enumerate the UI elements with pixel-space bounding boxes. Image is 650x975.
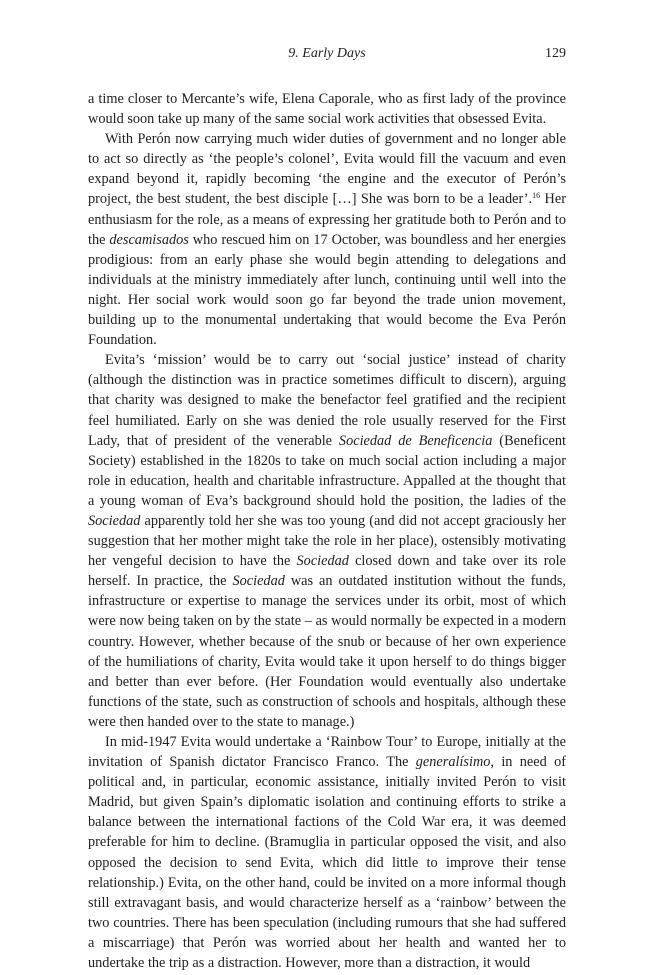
paragraph	[88, 129, 566, 350]
text-run: apparently told her she was too young (and did not accept graciously her suggestion that her mother might take the role in her place), ostensibly motivating her vengeful decision to have the	[88, 512, 566, 570]
paragraph	[88, 732, 566, 973]
text-run: In mid-1947 Evita would undertake a ‘Rainbow Tour’ to Europe, initially at the invitation of Spanish dictator Francisco Franco. The	[88, 734, 566, 771]
italic-text: generalísimo	[415, 754, 491, 771]
page-number: 129	[545, 46, 566, 61]
paragraph	[88, 89, 566, 129]
italic-text: descamisados	[109, 231, 189, 248]
text-run: (Beneficent Society) established in the 1820s to take on much social action including a major role in education, health and charitable infrastructure. Appalled at the thought that a young woman of Eva’s background should hold the position, the ladies of the	[88, 432, 566, 509]
body-text	[88, 89, 566, 973]
italic-text: Sociedad	[232, 573, 285, 590]
text-run: With Perón now carrying much wider duties of government and no longer able to act so directly as ‘the people’s colonel’, Evita would fill the vacuum and even expand beyond it, rapidly becoming ‘the engine and the executor of Perón’s project, the best student, the best disciple […] She was born to be a leader’.	[88, 131, 566, 208]
italic-text: Sociedad de Beneficencia	[338, 432, 493, 449]
text-run: a time closer to Mercante’s wife, Elena Caporale, who as first lady of the province would soon take up many of the same social work activities that obsessed Evita.	[88, 91, 566, 128]
italic-text: Sociedad	[296, 553, 349, 570]
running-head	[88, 46, 566, 66]
paragraph	[88, 350, 566, 732]
text-run: closed down and take over its role herself. In practice, the	[88, 553, 566, 590]
text-run: who rescued him on 17 October, was boundless and her energies prodigious: from an early phase she would begin attending to delegations and individuals at the ministry immediately after lunch, continuing until well into the night. Her social work would soon go far beyond the trade union movement, building up to the monumental undertaking that would become the Eva Perón Foundation.	[88, 231, 566, 349]
footnote-reference: 16	[532, 191, 541, 201]
chapter-title: 9. Early Days	[288, 46, 366, 61]
italic-text: Sociedad	[88, 512, 141, 529]
text-run: was an outdated institution without the funds, infrastructure or expertise to manage the services under its orbit, most of which were now being taken on by the state – as would normally be expected in a modern country. However, whether because of the snub or because of her own experience of the humiliations of charity, Evita would take it upon herself to do things bigger and better than ever before. (Her Foundation would eventually also undertake functions of the state, such as construction of schools and hospitals, although these were then handed over to the state to manage.)	[88, 573, 566, 730]
text-run: Her enthusiasm for the role, as a means of expressing her gratitude both to Perón and to the	[88, 191, 566, 248]
text-run: Evita’s ‘mission’ would be to carry out ‘social justice’ instead of charity (although the distinction was in practice sometimes difficult to discern), arguing that charity was designed to make the benefactor feel gratified and the recipient feel humiliated. Early on she was denied the role usually reserved for the First Lady, that of president of the venerable	[88, 352, 566, 449]
text-run: , in need of political and, in particular, economic assistance, initially invited Perón to visit Madrid, but given Spain’s diplomatic isolation and continuing efforts to strike a balance between the international factions of the Cold War era, it was deemed preferable for him to decline. (Bramuglia in particular opposed the visit, and also opposed the decision to send Evita, which did little to improve their tense relationship.) Evita, on the other hand, could be invited on a more informal though still extravagant basis, and would characterize herself as a ‘rainbow’ between the two countries. There has been speculation (including rumours that she had suffered a miscarriage) that Perón was worried about her health and wanted her to undertake the trip as a distraction. However, more than a distraction, it would	[88, 754, 566, 972]
